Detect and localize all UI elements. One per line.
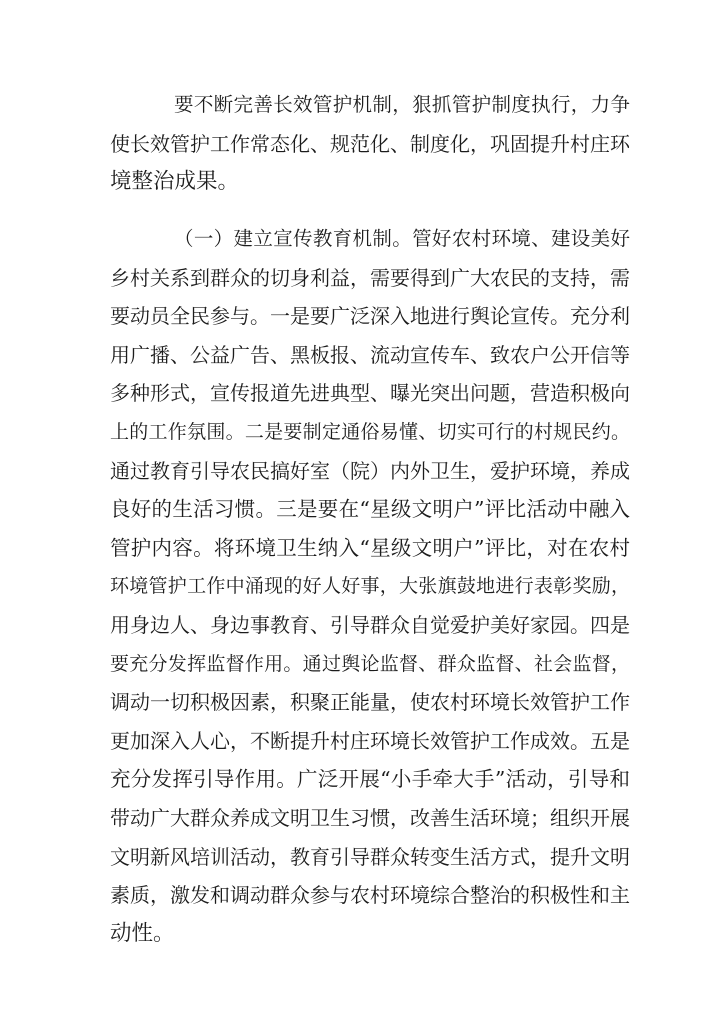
- paragraph-line: 管护内容。将环境卫生纳入“星级文明户”评比，对在农村: [110, 535, 630, 560]
- paragraph-line: 要动员全民参与。一是要广泛深入地进行舆论宣传。充分利: [110, 304, 630, 329]
- paragraph-line: 调动一切积极因素，积聚正能量，使农村环境长效管护工作: [110, 690, 630, 715]
- paragraph-line: 使长效管护工作常态化、规范化、制度化，巩固提升村庄环: [110, 131, 630, 156]
- paragraph-line: 素质，激发和调动群众参与农村环境综合整治的积极性和主: [110, 883, 630, 908]
- paragraph-line: 要充分发挥监督作用。通过舆论监督、群众监督、社会监督，: [110, 652, 630, 675]
- paragraph-line: 用身边人、身边事教育、引导群众自觉爱护美好家园。四是: [110, 612, 630, 637]
- paragraph-1: [110, 86, 630, 202]
- paragraph-line: 用广播、公益广告、黑板报、流动宣传车、致农户公开信等: [110, 342, 630, 367]
- paragraph-line: 乡村关系到群众的切身利益，需要得到广大农民的支持，需: [110, 265, 630, 290]
- paragraph-line: 多种形式，宣传报道先进典型、曝光突出问题，营造积极向: [110, 381, 630, 406]
- paragraph-2: [110, 220, 630, 953]
- paragraph-line: 良好的生活习惯。三是要在“星级文明户”评比活动中融入: [110, 497, 630, 522]
- paragraph-line: 充分发挥引导作用。广泛开展“小手牵大手”活动，引导和: [110, 767, 630, 792]
- paragraph-line: 更加深入人心，不断提升村庄环境长效管护工作成效。五是: [110, 728, 630, 753]
- paragraph-line: 上的工作氛围。二是要制定通俗易懂、切实可行的村规民约。: [110, 420, 630, 443]
- paragraph-line: 要不断完善长效管护机制，狠抓管护制度执行，力争: [174, 93, 630, 116]
- paragraph-line: （一）建立宣传教育机制。管好农村环境、建设美好: [174, 227, 630, 250]
- paragraph-line: 文明新风培训活动，教育引导群众转变生活方式，提升文明: [110, 844, 630, 869]
- paragraph-line: 带动广大群众养成文明卫生习惯，改善生活环境；组织开展: [110, 805, 630, 830]
- paragraph-line: 动性。: [110, 920, 175, 946]
- paragraph-line: 环境管护工作中涌现的好人好事，大张旗鼓地进行表彰奖励，: [110, 575, 630, 598]
- paragraph-line: 通过教育引导农民搞好室（院）内外卫生，爱护环境，养成: [110, 458, 630, 483]
- paragraph-line: 境整治成果。: [110, 169, 240, 195]
